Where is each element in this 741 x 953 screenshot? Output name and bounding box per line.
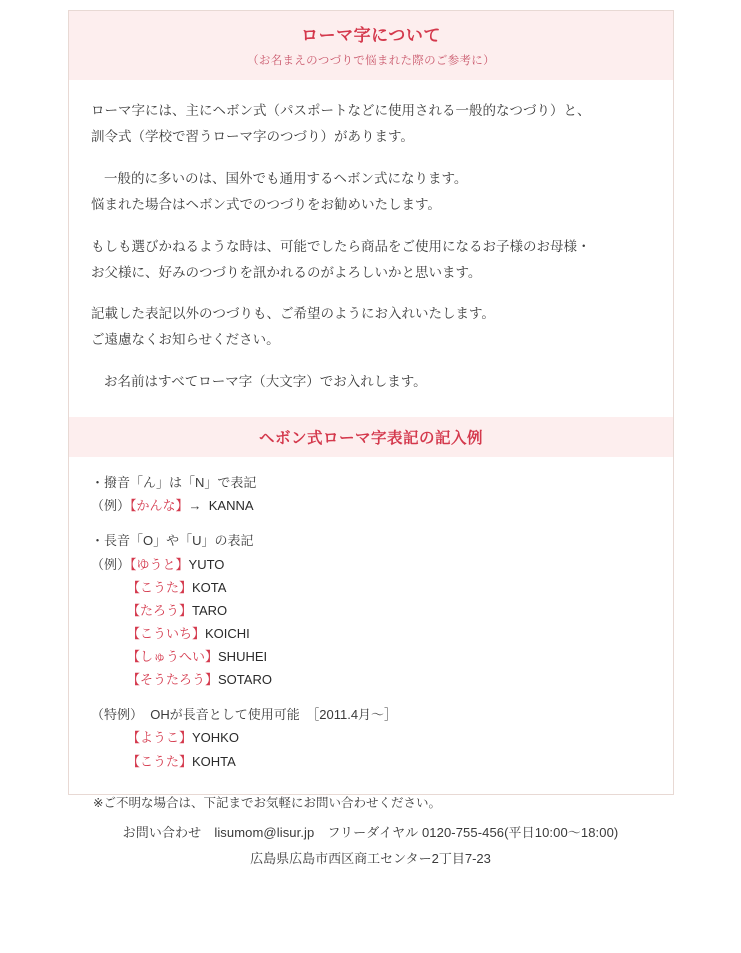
rule-2-kana-5: 【そうたろう】: [127, 672, 219, 688]
rule-2-kana-2: 【たろう】: [127, 602, 193, 618]
rule-2-item-0: [91, 553, 651, 576]
paragraph-spacer: [91, 150, 651, 166]
rule-2-kana-0: 【ゆうと】: [130, 556, 189, 572]
rule-2-item-3: [91, 622, 651, 645]
rule-2-romaji-4: SHUHEI: [218, 649, 268, 665]
rule-2-text: ・長音「O」や「U」の表記: [91, 533, 254, 549]
examples-spacer: [91, 691, 651, 703]
examples-section: [69, 457, 673, 773]
intro-paragraph-5-line-1: [91, 369, 651, 395]
rule-2-romaji-0: YUTO: [188, 556, 225, 572]
special-rule-prefix: （特例）: [91, 707, 144, 723]
header-band: [69, 11, 673, 80]
intro-paragraph-4-line-2: ご遠慮なくお知らせください。: [91, 332, 280, 348]
rule-2-kana-4: 【しゅうへい】: [127, 649, 219, 665]
footer-contact-line: お問い合わせ lisumom@lisur.jp フリーダイヤル 0120-755-456(平日10:00〜18:00): [122, 825, 619, 840]
paragraph-spacer: [91, 285, 651, 301]
intro-paragraph-2-line-1-text: 一般的に多いのは、国外でも通用するヘボン式になります。: [104, 170, 468, 186]
page-subtitle: （お名まえのつづりで悩まれた際のご参考に）: [247, 55, 495, 67]
rule-1-example-prefix: （例）: [91, 498, 131, 514]
intro-paragraph-4-line-1: 記載した表記以外のつづりも、ご希望のようにお入れいたします。: [91, 306, 495, 322]
rule-2-item-5: [91, 668, 651, 691]
rule-1-arrow: →: [188, 498, 202, 514]
rule-2-item-1: [91, 576, 651, 599]
special-item-1: [91, 750, 651, 773]
intro-paragraph-3-line-1: もしも選びかねるような時は、可能でしたら商品をご使用になるお子様のお母様・: [91, 238, 591, 254]
footer: [0, 820, 741, 872]
intro-paragraph-1-line-1: ローマ字には、主にヘボン式（パスポートなどに使用される一般的なつづり）と、: [91, 103, 591, 118]
paragraph-spacer: [91, 218, 651, 234]
rule-2-romaji-5: SOTARO: [218, 672, 272, 688]
rule-1-romaji: KANNA: [208, 498, 254, 514]
examples-title: ヘボン式ローマ字表記の記入例: [258, 430, 483, 448]
intro-paragraph-2-line-1: [91, 166, 651, 192]
rule-1-example-row: [91, 494, 651, 517]
paragraph-spacer: [91, 353, 651, 369]
examples-header-band: [69, 417, 673, 457]
special-kana-0: 【ようこ】: [127, 730, 193, 746]
page-title: ローマ字について: [301, 26, 441, 45]
intro-paragraph-3-line-2: お父様に、好みのつづりを訊かれるのがよろしいかと思います。: [91, 264, 482, 280]
rule-2-item-2: [91, 599, 651, 622]
rule-1-kana: 【かんな】: [130, 498, 189, 514]
intro-paragraph-5-text: お名前はすべてローマ字（大文字）でお入れします。: [104, 374, 427, 390]
examples-spacer: [91, 517, 651, 529]
intro-paragraph-2-line-2: 悩まれた場合はヘボン式でのつづりをお勧めいたします。: [91, 196, 441, 212]
special-rule-text: OHが長音として使用可能 ［2011.4月〜］: [150, 707, 398, 723]
special-romaji-1: KOHTA: [192, 753, 236, 769]
rule-1-text: ・撥音「ん」は「N」で表記: [91, 475, 257, 491]
contact-note: ※ご不明な場合は、下記までお気軽にお問い合わせください。: [93, 795, 441, 810]
special-kana-1: 【こうた】: [127, 753, 193, 769]
intro-paragraph-1-line-2: 訓令式（学校で習うローマ字のつづり）があります。: [91, 128, 414, 144]
rule-2-romaji-1: KOTA: [192, 579, 227, 595]
content-panel: [68, 10, 674, 810]
rule-2-kana-1: 【こうた】: [127, 579, 193, 595]
rule-2-romaji-2: TARO: [192, 602, 228, 618]
rule-2-item-4: [91, 645, 651, 668]
footer-address-line: 広島県広島市西区商工センター2丁目7-23: [250, 851, 491, 866]
special-romaji-0: YOHKO: [192, 730, 239, 746]
rule-2-kana-3: 【こういち】: [127, 625, 206, 641]
rule-2-example-prefix: （例）: [91, 556, 131, 572]
rule-2-romaji-3: KOICHI: [205, 625, 250, 641]
special-rule-row: [91, 703, 651, 726]
intro-section: [69, 80, 673, 395]
special-item-0: [91, 726, 651, 749]
